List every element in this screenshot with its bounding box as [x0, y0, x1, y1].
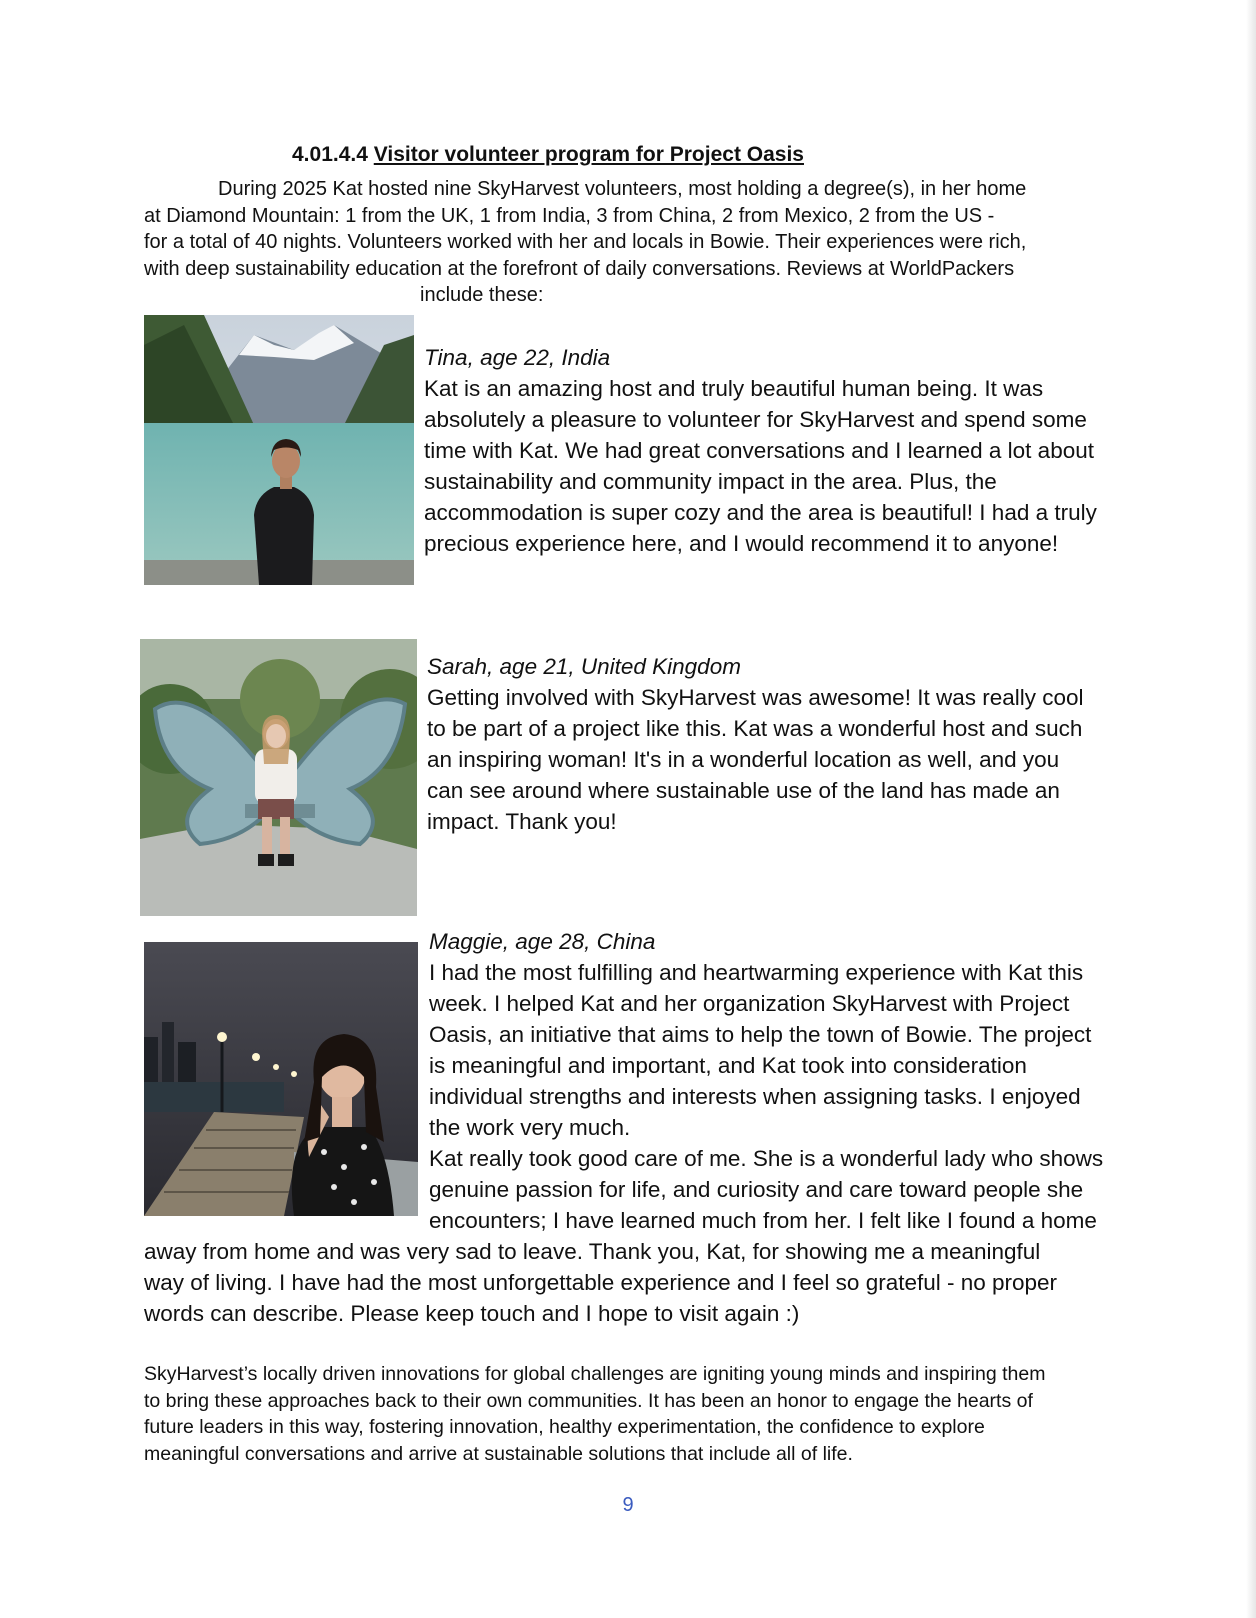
reviewer-name: Tina, age 22, India [424, 345, 611, 370]
review-line: to be part of a project like this. Kat was a wonderful host and such [427, 716, 1083, 741]
closing-paragraph [144, 1361, 1124, 1467]
intro-line: include these: [420, 284, 544, 306]
butterfly-bench-photo [140, 639, 417, 916]
review-line: sustainability and community impact in the area. Plus, the [424, 469, 997, 494]
page-number: 9 [622, 1494, 634, 1516]
review-line: is meaningful and important, and Kat took into consideration [429, 1053, 1027, 1078]
closing-line: future leaders in this way, fostering innovation, healthy experimentation, the confidence to explore [144, 1416, 985, 1438]
review-sarah [427, 651, 1084, 837]
section-heading [292, 143, 804, 167]
section-number: 4.01.4.4 [292, 143, 368, 166]
review-line: an inspiring woman! It's in a wonderful location as well, and you [427, 747, 1060, 772]
intro-line: During 2025 Kat hosted nine SkyHarvest volunteers, most holding a degree(s), in her home [218, 178, 1027, 200]
section-title: Visitor volunteer program for Project Oasis [373, 143, 804, 166]
closing-line: SkyHarvest’s locally driven innovations for global challenges are igniting young minds and inspiring them [144, 1363, 1046, 1385]
intro-line: at Diamond Mountain: 1 from the UK, 1 from India, 3 from China, 2 from Mexico, 2 from the US - [144, 204, 995, 227]
review-line: Kat is an amazing host and truly beautiful human being. It was [424, 376, 1044, 401]
review-tina [424, 342, 1097, 559]
review-line: precious experience here, and I would recommend it to anyone! [424, 531, 1059, 556]
review-maggie-continued [144, 1236, 1057, 1329]
review-line: accommodation is super cozy and the area is beautiful! I had a truly [424, 500, 1097, 525]
review-line: individual strengths and interests when assigning tasks. I enjoyed [429, 1084, 1081, 1109]
review-line: encounters; I have learned much from her. I felt like I found a home [429, 1208, 1097, 1233]
night-waterfront-photo [144, 942, 418, 1216]
review-line: way of living. I have had the most unforgettable experience and I feel so grateful - no proper [144, 1270, 1058, 1295]
review-line: I had the most fulfilling and heartwarming experience with Kat this [429, 960, 1084, 985]
reviewer-name: Maggie, age 28, China [429, 929, 656, 954]
mountain-lake-photo [144, 315, 414, 585]
review-line: week. I helped Kat and her organization SkyHarvest with Project [429, 991, 1070, 1016]
review-maggie [429, 926, 1103, 1236]
review-line: absolutely a pleasure to volunteer for SkyHarvest and spend some [424, 407, 1087, 432]
reviewer-name: Sarah, age 21, United Kingdom [427, 654, 741, 679]
review-line: genuine passion for life, and curiosity and care toward people she [429, 1177, 1084, 1202]
intro-paragraph [144, 176, 1094, 309]
closing-line: to bring these approaches back to their own communities. It has been an honor to engage the hearts of [144, 1389, 1033, 1412]
review-line: can see around where sustainable use of the land has made an [427, 778, 1060, 803]
intro-line: for a total of 40 nights. Volunteers worked with her and locals in Bowie. Their experiences were rich, [144, 231, 1027, 253]
page-edge-shadow [1246, 0, 1256, 1618]
review-line: Getting involved with SkyHarvest was awesome! It was really cool [427, 685, 1084, 710]
review-line: impact. Thank you! [427, 809, 617, 834]
intro-line: with deep sustainability education at the forefront of daily conversations. Reviews at WorldPackers [144, 257, 1015, 280]
review-line: words can describe. Please keep touch and I hope to visit again :) [144, 1301, 800, 1326]
review-line: Oasis, an initiative that aims to help the town of Bowie. The project [429, 1022, 1092, 1047]
review-line: the work very much. [429, 1115, 631, 1140]
closing-line: meaningful conversations and arrive at sustainable solutions that include all of life. [144, 1442, 853, 1465]
review-line: Kat really took good care of me. She is a wonderful lady who shows [429, 1146, 1104, 1171]
review-line: away from home and was very sad to leave. Thank you, Kat, for showing me a meaningful [144, 1239, 1041, 1264]
review-line: time with Kat. We had great conversations and I learned a lot about [424, 438, 1094, 463]
